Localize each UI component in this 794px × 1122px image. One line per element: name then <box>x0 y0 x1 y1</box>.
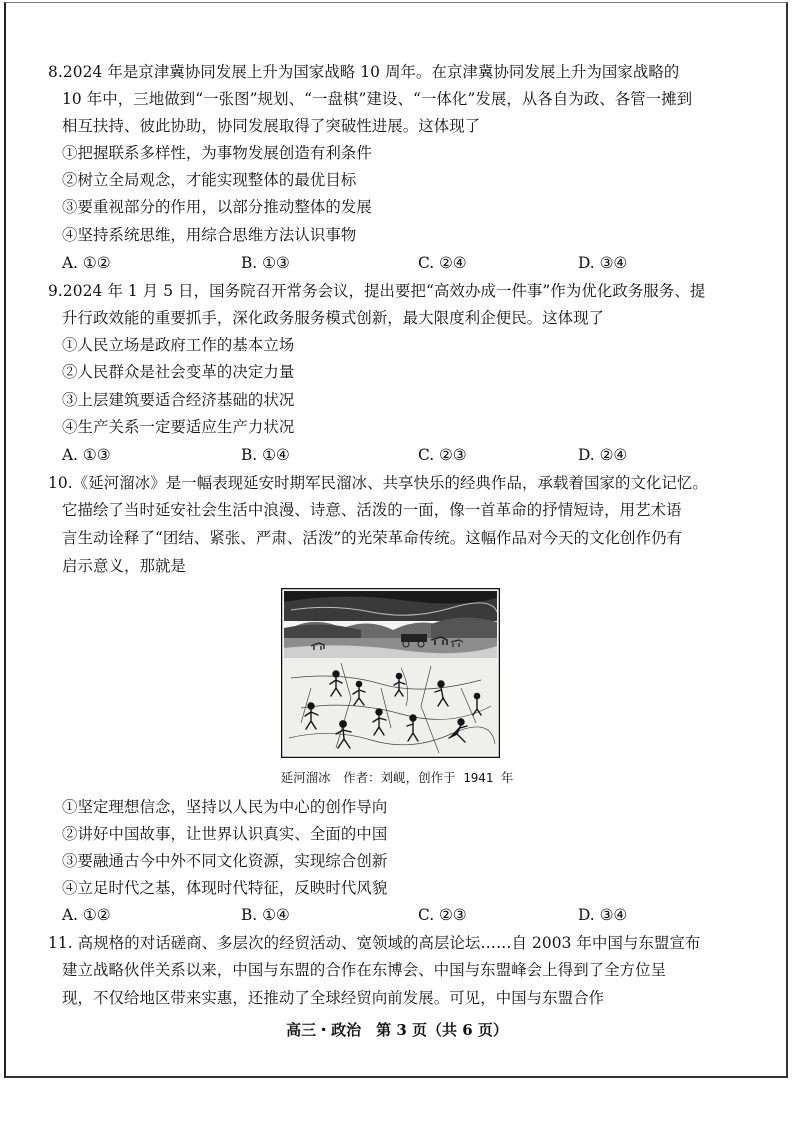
q9-item-2: ②人民群众是社会变革的决定力量 <box>62 363 295 381</box>
q10-option-c[interactable]: C. ②③ <box>418 906 467 924</box>
q9-item-3: ③上层建筑要适合经济基础的状况 <box>62 391 295 409</box>
q10-option-b[interactable]: B. ①④ <box>241 906 290 924</box>
q8-option-a[interactable]: A. ①② <box>62 254 111 272</box>
q9-stem-line-1: 9.2024 年 1 月 5 日，国务院召开常务会议，提出要把“高效办成一件事”作为优化政务服务、提 <box>48 282 706 300</box>
q8-stem-line-2: 10 年中，三地做到“一张图”规划、“一盘棋”建设、“一体化”发展，从各自为政、各管一摊到 <box>62 90 693 108</box>
q10-stem-line-1: 10.《延河溜冰》是一幅表现延安时期军民溜冰、共享快乐的经典作品，承载着国家的文化记忆。 <box>48 474 708 492</box>
yanhe-skating-painting <box>281 588 500 758</box>
q11-stem-line-1: 11. 高规格的对话磋商、多层次的经贸活动、宽领域的高层论坛……自 2003 年中国与东盟宣布 <box>48 934 701 952</box>
q10-stem-line-2: 它描绘了当时延安社会生活中浪漫、诗意、活泼的一面，像一首革命的抒情短诗，用艺术语 <box>62 501 682 519</box>
q10-item-2: ②讲好中国故事，让世界认识真实、全面的中国 <box>62 825 388 843</box>
page-footer: 高三・政治 第 3 页（共 6 页） <box>286 1021 508 1039</box>
q10-stem-line-4: 启示意义，那就是 <box>62 557 186 575</box>
q9-option-d[interactable]: D. ②④ <box>578 446 628 464</box>
q8-item-3: ③要重视部分的作用，以部分推动整体的发展 <box>62 198 372 216</box>
q8-stem-line-1: 8.2024 年是京津冀协同发展上升为国家战略 10 周年。在京津冀协同发展上升为国家战略的 <box>48 63 680 81</box>
q10-item-3: ③要融通古今中外不同文化资源，实现综合创新 <box>62 852 388 870</box>
painting-caption: 延河溜冰 作者：刘岘，创作于 1941 年 <box>280 770 514 785</box>
q11-stem-line-2: 建立战略伙伴关系以来，中国与东盟的合作在东博会、中国与东盟峰会上得到了全方位呈 <box>62 961 667 979</box>
q8-stem-line-3: 相互扶持、彼此协助，协同发展取得了突破性进展。这体现了 <box>62 117 481 135</box>
q10-item-1: ①坚定理想信念，坚持以人民为中心的创作导向 <box>62 798 388 816</box>
q9-item-4: ④生产关系一定要适应生产力状况 <box>62 418 295 436</box>
q8-option-b[interactable]: B. ①③ <box>241 254 290 272</box>
q8-option-d[interactable]: D. ③④ <box>578 254 628 272</box>
q10-item-4: ④立足时代之基，体现时代特征，反映时代风貌 <box>62 879 388 897</box>
q10-option-d[interactable]: D. ③④ <box>578 906 628 924</box>
q9-option-c[interactable]: C. ②③ <box>418 446 467 464</box>
q10-option-a[interactable]: A. ①② <box>62 906 111 924</box>
q11-stem-line-3: 现，不仅给地区带来实惠，还推动了全球经贸向前发展。可见，中国与东盟合作 <box>62 989 605 1007</box>
q9-stem-line-2: 升行政效能的重要抓手，深化政务服务模式创新，最大限度利企便民。这体现了 <box>62 309 605 327</box>
q10-stem-line-3: 言生动诠释了“团结、紧张、严肃、活泼”的光荣革命传统。这幅作品对今天的文化创作仍有 <box>62 529 683 547</box>
q8-item-1: ①把握联系多样性，为事物发展创造有利条件 <box>62 144 372 162</box>
q8-item-4: ④坚持系统思维，用综合思维方法认识事物 <box>62 226 357 244</box>
q8-option-c[interactable]: C. ②④ <box>418 254 467 272</box>
q8-item-2: ②树立全局观念，才能实现整体的最优目标 <box>62 171 357 189</box>
q9-item-1: ①人民立场是政府工作的基本立场 <box>62 336 295 354</box>
q9-option-a[interactable]: A. ①③ <box>62 446 111 464</box>
q9-option-b[interactable]: B. ①④ <box>241 446 290 464</box>
